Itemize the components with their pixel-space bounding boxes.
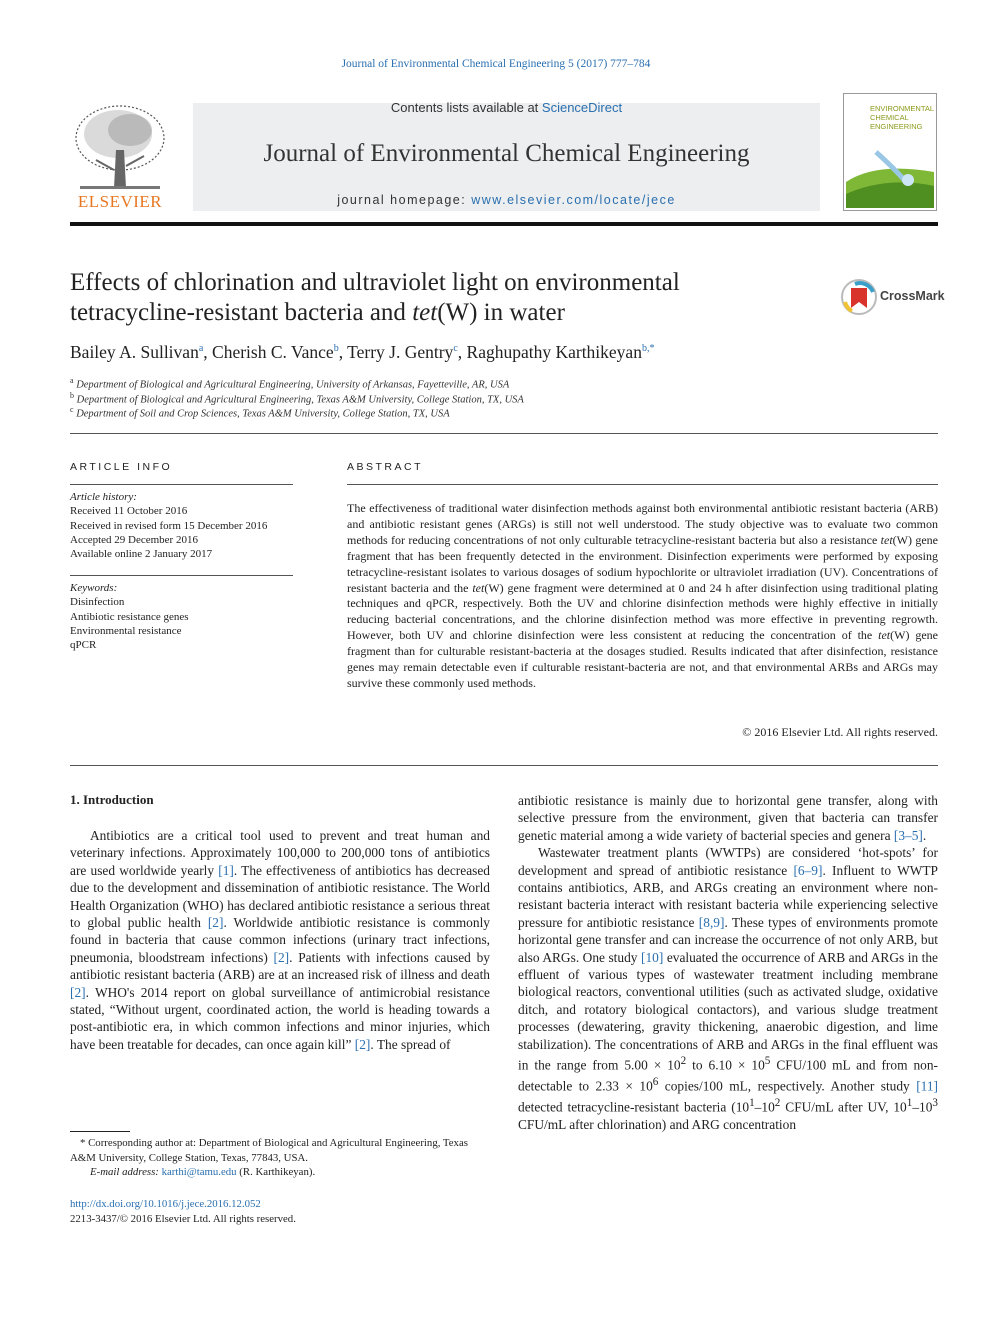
reference-link[interactable]: [1] <box>218 862 234 878</box>
contents-prefix: Contents lists available at <box>390 100 542 115</box>
intro-text: . Worldwide antibiotic resistance is commonly found in bacteria that cause common infections (urinary tract infections, pneumonia, bloodstream infections) <box>70 915 490 965</box>
corresponding-text: Corresponding author at: Department of Biological and Agricultural Engineering, Texas A&M University, College Station, Texas, 77843, USA. <box>70 1137 468 1164</box>
cover-line-3: ENGINEERING <box>870 122 923 131</box>
contents-line <box>193 100 820 115</box>
abstract-gene-italic: tet <box>878 628 891 643</box>
elsevier-wordmark: ELSEVIER <box>77 192 163 211</box>
abstract-part: (W) gene fragment that has been frequently detected in the environment. Disinfection experiments were performed by exposing tetracycline-resistant isolates to various dosages of sodium hypochlorite or ultraviolet irradiation (UV). Concentrations of resistant bacteria and the <box>347 532 938 595</box>
author-affiliation-marker[interactable]: a <box>198 343 204 355</box>
title-part-a: tetracycline-resistant bacteria and <box>70 299 413 326</box>
exponent: 6 <box>652 1075 659 1088</box>
reference-link[interactable]: [2] <box>273 949 290 965</box>
cover-line-2: CHEMICAL <box>870 113 909 122</box>
author-name[interactable]: Bailey A. Sullivan <box>70 342 199 362</box>
crossmark-icon <box>840 278 878 316</box>
affiliation-b-marker: b <box>70 391 74 400</box>
keyword-item: Disinfection <box>70 596 125 609</box>
journal-citation[interactable]: Journal of Environmental Chemical Engineering 5 (2017) 777–784 <box>341 58 651 70</box>
intro-paragraph <box>518 844 938 1133</box>
title-part-c: (W) in water <box>437 299 565 326</box>
author-affiliation-marker[interactable]: c <box>453 343 458 355</box>
history-revised: Received in revised form 15 December 2016 <box>70 519 268 532</box>
doi-link[interactable]: http://dx.doi.org/10.1016/j.jece.2016.12.052 <box>70 1198 261 1210</box>
homepage-link[interactable]: www.elsevier.com/locate/jece <box>471 193 676 207</box>
abstract-text <box>347 501 938 692</box>
journal-homepage <box>193 193 820 207</box>
journal-title: Journal of Environmental Chemical Engineering <box>263 140 750 167</box>
sciencedirect-link[interactable]: ScienceDirect <box>541 100 623 115</box>
intro-text: . These types of environments promote horizontal gene transfer and can increase the occurrence of not only ARB, but also ARGs. One study <box>518 914 938 965</box>
title-line-2 <box>70 298 790 328</box>
reference-link[interactable]: [10] <box>641 949 664 965</box>
intro-text: –10 <box>912 1099 933 1115</box>
keyword-item: Environmental resistance <box>70 624 182 637</box>
history-received: Received 11 October 2016 <box>70 505 188 518</box>
intro-text: to 6.10 × 10 <box>686 1057 765 1073</box>
email-label: E-mail address: <box>90 1166 162 1178</box>
author-separator: , <box>338 342 348 362</box>
abstract-rule <box>347 484 938 485</box>
history-accepted: Accepted 29 December 2016 <box>70 533 198 546</box>
intro-text: . The effectiveness of antibiotics has decreased due to the development and dissemination of antibiotic resistance. The World Health Organization (WHO) has declared antibiotic resistance a serious threat to global public health <box>70 862 490 931</box>
homepage-prefix: journal homepage: <box>337 193 472 207</box>
author-name[interactable]: Cherish C. Vance <box>212 342 334 362</box>
reference-link[interactable]: [2] <box>70 984 86 1000</box>
intro-text: –10 <box>754 1099 775 1115</box>
cover-art-icon <box>846 142 934 208</box>
exponent: 5 <box>764 1055 771 1068</box>
history-online: Available online 2 January 2017 <box>70 548 213 561</box>
abstract-part: (W) gene fragment were determined at 0 and 24 h after disinfection using traditional plating techniques and qPCR, respectively. Both the UV and chlorine disinfection methods were highly effective in initially reducing bacterial concentrations, and the chlorine disinfection method was more effective in preventing regrowth. However, both UV and chlorine disinfection were less consistent at reducing the concentration of the <box>347 580 938 643</box>
keywords-rule <box>70 575 293 576</box>
affiliation-c-marker: c <box>70 405 74 414</box>
affiliation-a-text: Department of Biological and Agricultural Engineering, University of Arkansas, Fayetteville, AR, USA <box>76 379 510 391</box>
exponent: 2 <box>680 1055 687 1068</box>
intro-text: CFU/mL after chlorination) and ARG concentration <box>518 1116 797 1132</box>
reference-link[interactable]: [2] <box>354 1036 371 1052</box>
abstract-copyright: © 2016 Elsevier Ltd. All rights reserved. <box>742 725 938 739</box>
elsevier-logo <box>70 100 170 212</box>
intro-text: . The spread of <box>370 1036 451 1052</box>
keywords <box>70 581 295 652</box>
exponent: 3 <box>932 1096 938 1109</box>
affiliation-b-text: Department of Biological and Agricultural Engineering, Texas A&M University, College Station, TX, USA <box>76 394 524 406</box>
affiliation-rule <box>70 433 938 434</box>
keyword-item: Antibiotic resistance genes <box>70 610 189 623</box>
email-line <box>70 1165 490 1180</box>
article-title <box>70 268 790 328</box>
author-affiliation-marker[interactable]: b,* <box>641 343 655 355</box>
author-separator: , <box>457 342 467 362</box>
article-info-heading: ARTICLE INFO <box>70 461 173 473</box>
intro-paragraph <box>70 827 490 1053</box>
abstract-heading: ABSTRACT <box>347 461 424 473</box>
journal-cover <box>843 93 937 211</box>
history-label: Article history: <box>70 491 137 503</box>
reference-link[interactable]: [8,9] <box>698 914 725 930</box>
reference-link[interactable]: [2] <box>207 915 224 931</box>
intro-text: . WHO's 2014 report on global surveillance of antimicrobial resistance stated, “Without urgent, coordinated action, the world is heading towards a post-antibiotic era, in which common infections and minor injuries, which have been treatable for decades, can once again kill” <box>70 984 490 1052</box>
crossmark-label: CrossMark <box>880 289 945 303</box>
title-gene-italic: tet <box>412 299 438 326</box>
intro-left-column <box>70 827 490 1053</box>
corresponding-author-note <box>70 1136 490 1180</box>
header-rule <box>70 222 938 226</box>
author-name[interactable]: Raghupathy Karthikeyan <box>466 342 642 362</box>
introduction-heading: 1. Introduction <box>70 792 154 807</box>
intro-text: . <box>922 827 927 843</box>
affiliation-c-text: Department of Soil and Crop Sciences, Texas A&M University, College Station, TX, USA <box>76 408 450 420</box>
keywords-label: Keywords: <box>70 582 118 594</box>
intro-text: evaluated the occurrence of ARB and ARGs in the effluent of various types of wastewater treatment including membrane biological reactors, conventional utilities (such as activated sludge, oxidative ditch, and rotatory biological contactors), and various sludge treatment processes (dewatering, gravity thickening, anaerobic digestion, and lime stabilization). The concentrations of ARB and ARGs in the final effluent was in the range from 5.00 × 10 <box>518 949 938 1073</box>
affiliation-a-marker: a <box>70 376 74 385</box>
abstract-gene-italic: tet <box>472 580 485 595</box>
intro-text: detected tetracycline-resistant bacteria (10 <box>518 1099 750 1115</box>
reference-link[interactable]: [3–5] <box>893 827 923 843</box>
intro-text: Antibiotics are a critical tool used to prevent and treat human and veterinary infections. Approximately 100,000 to 200,000 tons of antibiotics are used worldwide yearly <box>70 828 490 878</box>
intro-text: CFU/mL after UV, 10 <box>780 1099 907 1115</box>
cover-line-1: ENVIRONMENTAL <box>870 104 935 113</box>
reference-link[interactable]: [6–9] <box>793 862 823 878</box>
corresponding-author-text <box>70 1136 490 1165</box>
abstract-bottom-rule <box>70 765 938 766</box>
intro-text: antibiotic resistance is mainly due to horizontal gene transfer, along with selective pressure from the environment, given that bacteria can transfer genetic material among a wide variety of bacterial species and genera <box>518 793 938 843</box>
crossmark-badge[interactable] <box>840 278 945 318</box>
author-list <box>70 342 930 363</box>
intro-right-column <box>518 792 938 1133</box>
author-name[interactable]: Terry J. Gentry <box>347 342 454 362</box>
footnote-star: * <box>80 1137 86 1149</box>
intro-text: . Patients with infections caused by antibiotic resistant bacteria (ARB) are at an increased risk of illness and death <box>70 949 490 983</box>
footnote-rule <box>70 1131 130 1132</box>
intro-text: CFU/100 mL and from non-detectable to 2.33 × 10 <box>518 1057 938 1094</box>
abstract-gene-italic: tet <box>880 532 893 547</box>
intro-text: copies/100 mL, respectively. Another study <box>658 1078 917 1094</box>
intro-text: . Influent to WWTP contains antibiotics, ARB, and ARGs creating an environment where non-resistant bacteria interact with resistant bacteria while experiencing selective pressure for antibiotic resistance <box>518 862 938 930</box>
affiliation-c <box>70 405 930 420</box>
email-link[interactable]: karthi@tamu.edu <box>161 1166 237 1178</box>
intro-text: Wastewater treatment plants (WWTPs) are considered ‘hot-spots’ for development and spread of antibiotic resistance <box>518 845 938 878</box>
exponent: 1 <box>906 1096 913 1109</box>
intro-paragraph <box>518 792 938 844</box>
article-info-rule <box>70 484 293 485</box>
doi-block <box>70 1197 490 1226</box>
email-suffix: (R. Karthikeyan). <box>236 1166 316 1178</box>
affiliation-b <box>70 391 930 406</box>
affiliation-a <box>70 376 930 391</box>
exponent: 1 <box>749 1096 755 1109</box>
keyword-item: qPCR <box>70 639 97 652</box>
abstract-part: (W) gene fragment than for culturable resistant-bacteria at the dosages studied. Results indicated that after disinfection, resistance genes may remain detectable even if culturable resistant-bacteria are not, and that environmental ARBs and ARGs may survive these commonly used methods. <box>347 628 938 690</box>
article-history <box>70 490 295 561</box>
author-separator: , <box>203 342 213 362</box>
issn-line: 2213-3437/© 2016 Elsevier Ltd. All rights reserved. <box>70 1212 296 1225</box>
title-line-1: Effects of chlorination and ultraviolet light on environmental <box>70 269 680 296</box>
exponent: 2 <box>774 1096 781 1109</box>
reference-link[interactable]: [11] <box>916 1078 938 1094</box>
author-affiliation-marker[interactable]: b <box>333 343 339 355</box>
abstract-part: The effectiveness of traditional water disinfection methods against both environmental antibiotic resistant bacteria (ARB) and antibiotic resistant genes (ARGs) is still not well understood. The study objective was to evaluate two common methods for reducing concentrations of not only culturable tetracycline-resistant bacteria but also a resistance <box>347 501 938 547</box>
